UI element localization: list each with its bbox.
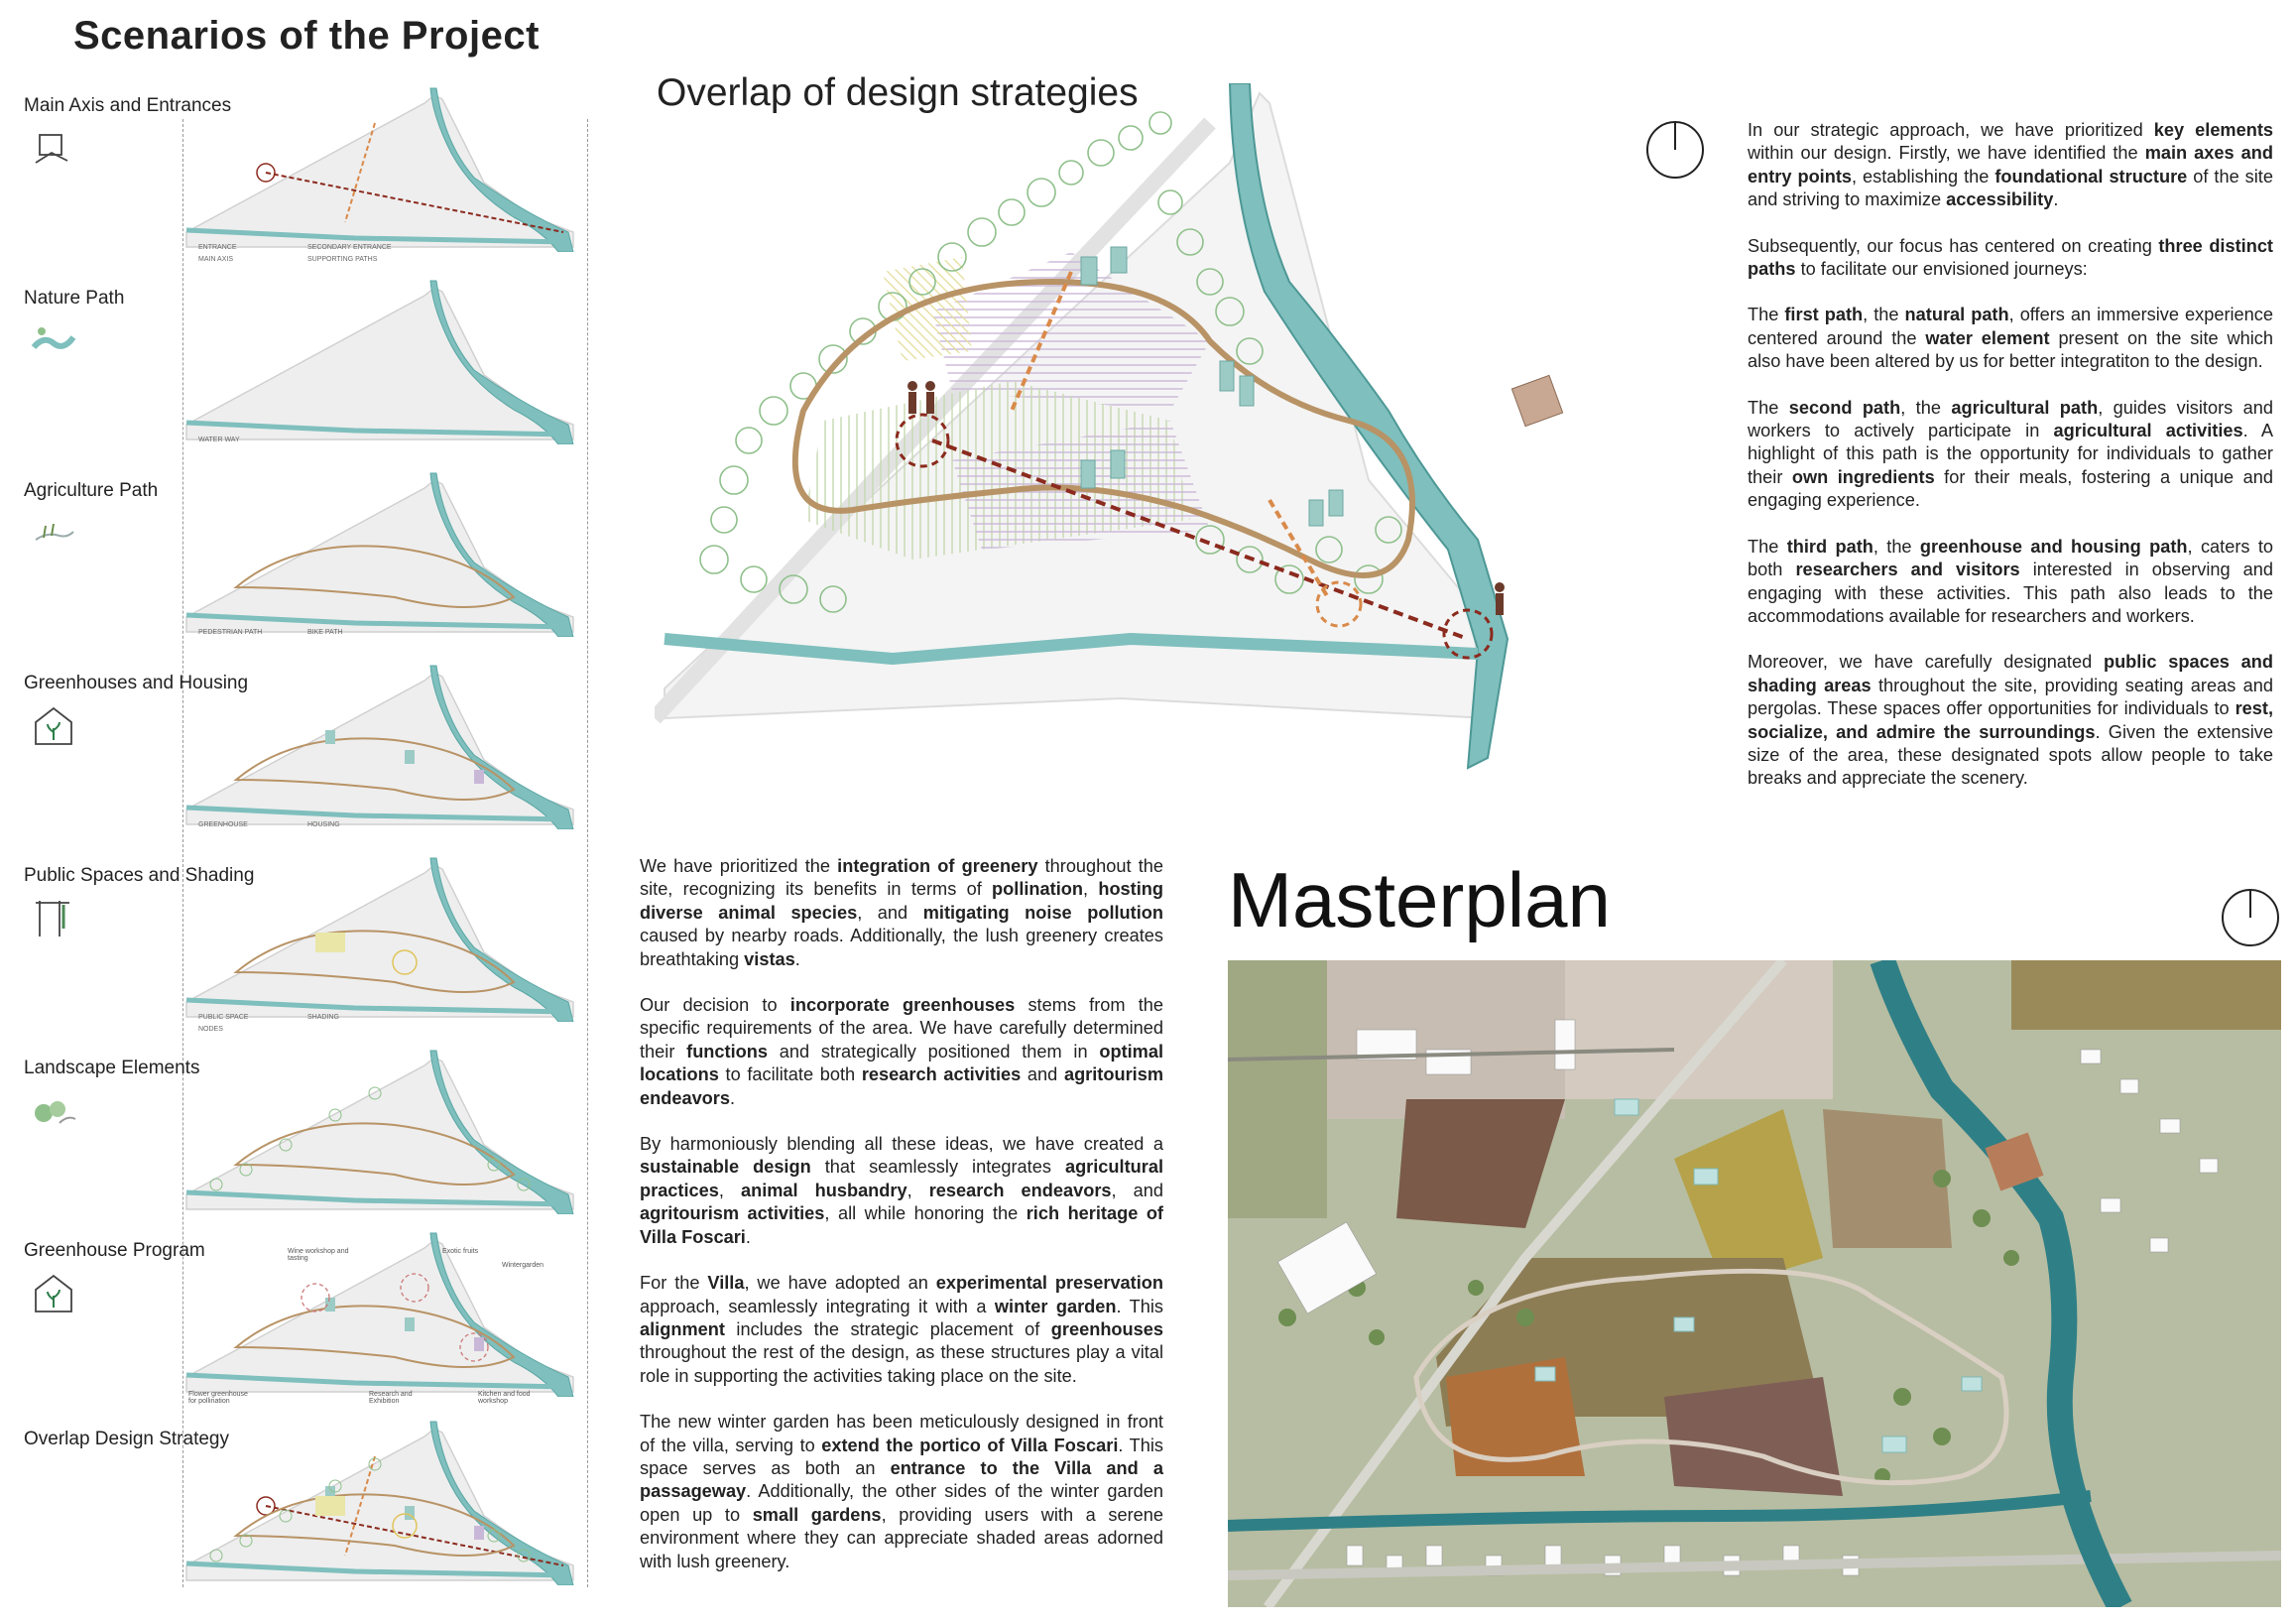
bold-phrase: own ingredients	[1791, 466, 1935, 487]
bold-phrase: pollination	[992, 879, 1083, 900]
text-run: , establishing the	[1852, 166, 1995, 187]
bold-phrase: rest, socialize, and admire the surroundings	[1748, 698, 2273, 742]
scenario-site-map	[177, 83, 593, 252]
masterplan-image	[1228, 960, 2281, 1607]
water-icon	[30, 317, 77, 363]
text-paragraph	[1748, 536, 2273, 629]
bold-phrase: mitigating noise pollution	[922, 902, 1163, 923]
scenario-site-map	[177, 468, 593, 637]
scenario-legend-item: BIKE PATH	[307, 629, 343, 636]
program-label: Wine workshop and tasting	[288, 1248, 349, 1262]
text-paragraph	[640, 1133, 1163, 1249]
scenario-label: Overlap Design Strategy	[24, 1429, 229, 1449]
text-run: Moreover, we have carefully designated	[1748, 652, 2104, 673]
public-area	[883, 257, 972, 361]
text-run: , the	[1900, 397, 1952, 418]
bold-phrase: agritourism endeavors	[640, 1064, 1164, 1108]
bold-phrase: first path	[1784, 305, 1864, 325]
bold-phrase: researchers and visitors	[1795, 560, 2020, 580]
text-run: throughout the site, providing seating areas and pergolas. These spaces offer opportunities for individuals to	[1748, 675, 2273, 719]
text-run: , providing users with a serene environment where they can appreciate shaded areas adorned with lush greenery.	[640, 1504, 1163, 1571]
bold-phrase: public spaces and shading areas	[1748, 652, 2273, 695]
text-run: . Additionally, the other sides of the winter garden open up to	[640, 1481, 1163, 1525]
text-run: , we have adopted an	[744, 1273, 936, 1294]
bold-phrase: research activities	[861, 1064, 1022, 1085]
scenario-site-map	[177, 661, 593, 829]
text-paragraph	[1748, 119, 2273, 212]
scenario-label: Main Axis and Entrances	[24, 95, 232, 116]
bold-phrase: optimal locations	[640, 1041, 1164, 1085]
bold-phrase: greenhouses	[1050, 1318, 1163, 1339]
bold-phrase: incorporate greenhouses	[789, 995, 1016, 1016]
scenario-legend-item: PEDESTRIAN PATH	[198, 629, 263, 636]
bold-phrase: alignment	[640, 1318, 725, 1339]
overlap-diagram	[655, 83, 1736, 857]
text-run: within our design. Firstly, we have identified the	[1748, 143, 2145, 164]
text-paragraph	[640, 1411, 1163, 1573]
field-brown	[1664, 1377, 1843, 1496]
bold-phrase: winter garden	[994, 1296, 1117, 1316]
bold-phrase: vistas	[744, 948, 795, 969]
house-sprout-icon	[30, 702, 77, 748]
text-run: , all while honoring the	[824, 1203, 1027, 1224]
text-run: . This	[1116, 1296, 1164, 1316]
scenario-site-map	[177, 1228, 593, 1397]
bold-phrase: animal husbandry	[740, 1180, 907, 1200]
bold-phrase: agricultural path	[1951, 397, 2099, 418]
bold-phrase: greenhouse and housing path	[1919, 536, 2188, 557]
scenario-label: Greenhouses and Housing	[24, 673, 249, 693]
text-run: present on the site which also have been altered by us for better integratiton to the design.	[1748, 327, 2274, 372]
bold-phrase: research endeavors	[928, 1180, 1112, 1200]
text-run: throughout the site, recognizing its benefits in terms of	[640, 856, 1164, 900]
overlap-title: Overlap of design strategies	[657, 71, 1139, 114]
scenario-legend-item: HOUSING	[307, 821, 340, 828]
scenario-legend-item: MAIN AXIS	[198, 256, 234, 263]
scenario-legend-item: SUPPORTING PATHS	[307, 256, 378, 263]
text-run: By harmoniously blending all these ideas, we have created a	[640, 1134, 1163, 1155]
bold-phrase: agricultural practices	[640, 1157, 1163, 1200]
entrance-icon	[30, 125, 77, 171]
text-paragraph	[640, 1272, 1163, 1388]
bold-phrase: third path	[1786, 536, 1873, 557]
text-run: .	[745, 1226, 751, 1247]
program-label: Research and Exhibition	[369, 1391, 413, 1405]
scenario-label: Landscape Elements	[24, 1058, 200, 1078]
text-run: throughout the rest of the design, as these structures play a vital role in supporting the activities taking place on the site.	[640, 1342, 1163, 1386]
text-run: ,	[1082, 879, 1099, 900]
bold-phrase: Villa	[707, 1273, 745, 1294]
bold-phrase: water element	[1925, 327, 2050, 348]
text-run: for their meals, fostering a unique and engaging experience.	[1748, 466, 2273, 511]
text-run: stems from the specific requirements of the area. We have carefully determined their	[640, 995, 1163, 1062]
text-run: In our strategic approach, we have prioritized	[1748, 120, 2154, 140]
scenario-site-map	[177, 853, 593, 1022]
bold-phrase: main axes and entry points	[1748, 143, 2273, 187]
text-run: , the	[1873, 536, 1920, 557]
scenario-site-map	[177, 1417, 593, 1585]
villa-marker	[1511, 375, 1562, 426]
text-run: caused by nearby roads. Additionally, the lush greenery creates breathtaking	[640, 926, 1163, 969]
scenarios-title: Scenarios of the Project	[73, 14, 540, 58]
text-run: Subsequently, our focus has centered on creating	[1748, 235, 2159, 256]
text-run: includes the strategic placement of	[724, 1318, 1051, 1339]
scenario-legend-item: PUBLIC SPACE	[198, 1014, 249, 1021]
text-run: , and	[1111, 1180, 1163, 1200]
text-paragraph	[1748, 235, 2273, 282]
scenario-label: Greenhouse Program	[24, 1240, 205, 1261]
north-compass-overlap	[1646, 121, 1704, 179]
text-run: We have prioritized the	[640, 856, 838, 876]
bold-phrase: functions	[686, 1041, 768, 1062]
bold-phrase: experimental preservation	[935, 1273, 1164, 1294]
bold-phrase: second path	[1788, 397, 1901, 418]
text-run: , and	[857, 902, 923, 923]
text-run: . A highlight of this path is the opportunity for individuals to gather their	[1748, 421, 2273, 487]
program-label: Wintergarden	[502, 1262, 544, 1269]
bold-phrase: rich heritage of Villa Foscari	[640, 1203, 1163, 1247]
bold-phrase: agricultural activities	[2053, 421, 2243, 441]
scenario-label: Agriculture Path	[24, 480, 159, 501]
landscape-icon	[30, 1087, 77, 1133]
text-run: and	[1021, 1064, 1064, 1085]
text-run: that seamlessly integrates	[810, 1157, 1065, 1178]
bold-phrase: agritourism activities	[640, 1203, 825, 1224]
text-run: .	[729, 1087, 736, 1108]
scenario-legend-item: WATER WAY	[198, 437, 240, 443]
text-run: approach, seamlessly integrating it with a	[640, 1296, 995, 1316]
text-run: ,	[906, 1180, 929, 1200]
text-run: . This space serves as both an	[640, 1435, 1163, 1478]
bold-phrase: sustainable design	[640, 1157, 811, 1178]
text-run: to facilitate both	[718, 1064, 862, 1085]
text-run: and strategically positioned them in	[767, 1041, 1100, 1062]
text-run: , caters to both	[1748, 536, 2273, 580]
text-run: The	[1748, 397, 1789, 418]
bold-phrase: extend the portico of Villa Foscari	[821, 1435, 1119, 1455]
bold-phrase: entrance to the Villa and a passageway	[640, 1457, 1163, 1502]
text-run: to facilitate our envisioned journeys:	[1795, 259, 2088, 280]
scenario-site-map	[177, 276, 593, 444]
bold-phrase: hosting diverse animal species	[640, 879, 1163, 923]
bold-phrase: small gardens	[752, 1504, 882, 1525]
field-orange-top	[1823, 1109, 1952, 1248]
field-top-right	[2011, 960, 2281, 1030]
program-label: Flower greenhouse for pollination	[188, 1391, 248, 1405]
north-compass-masterplan	[2222, 889, 2279, 946]
scenario-legend-item: ENTRANCE	[198, 244, 237, 251]
bold-phrase: three distinct paths	[1748, 235, 2273, 280]
design-text-column	[640, 855, 1163, 1596]
text-run: .	[2053, 189, 2059, 210]
pergola-icon	[30, 895, 77, 940]
bold-phrase: accessibility	[1946, 189, 2054, 210]
scenario-label: Nature Path	[24, 288, 125, 309]
text-run: The new winter garden has been meticulously designed in front of the villa, serving to	[640, 1412, 1163, 1455]
text-run: , the	[1863, 305, 1905, 325]
text-paragraph	[1748, 651, 2273, 790]
strategy-text-column	[1748, 119, 2273, 813]
agriculture-icon	[30, 510, 77, 556]
scenario-legend-item: NODES	[198, 1026, 223, 1033]
text-run: ,	[718, 1180, 741, 1200]
text-run: , guides visitors and workers to actively participate in	[1748, 397, 2273, 441]
scenario-legend-item: SECONDARY ENTRANCE	[307, 244, 392, 251]
field-top-mid	[1565, 960, 1833, 1099]
text-run: The	[1748, 305, 1785, 325]
text-run: interested in observing and engaging with these activities. This path also leads to the accommodations available for researchers and workers.	[1748, 560, 2274, 626]
bold-phrase: integration of greenery	[837, 856, 1038, 876]
scenario-legend-item: SHADING	[307, 1014, 339, 1021]
text-paragraph	[1748, 397, 2273, 513]
text-paragraph	[640, 855, 1163, 971]
text-run: .	[794, 948, 800, 969]
program-label: Exotic fruits	[442, 1248, 479, 1255]
text-run: , offers an immersive experience centered around the	[1748, 305, 2273, 348]
scenario-legend-item: GREENHOUSE	[198, 821, 248, 828]
bold-phrase: natural path	[1904, 305, 2009, 325]
bold-phrase: key elements	[2153, 120, 2273, 140]
bold-phrase: foundational structure	[1994, 166, 2188, 187]
text-paragraph	[1748, 304, 2273, 373]
masterplan-title: Masterplan	[1228, 856, 1611, 943]
house-sprout-icon	[30, 1270, 77, 1315]
text-run: of the site and striving to maximize	[1748, 166, 2273, 210]
text-run: For the	[640, 1273, 708, 1294]
text-run: The	[1748, 536, 1787, 557]
field-left-strip	[1228, 960, 1327, 1218]
scenario-site-map	[177, 1046, 593, 1214]
text-run: . Given the extensive size of the area, these designated spots allow people to take breaks and appreciate the scenery.	[1748, 721, 2273, 789]
text-run: Our decision to	[640, 995, 790, 1016]
text-paragraph	[640, 994, 1163, 1110]
scenario-label: Public Spaces and Shading	[24, 865, 255, 886]
program-label: Kitchen and food workshop	[478, 1391, 531, 1405]
